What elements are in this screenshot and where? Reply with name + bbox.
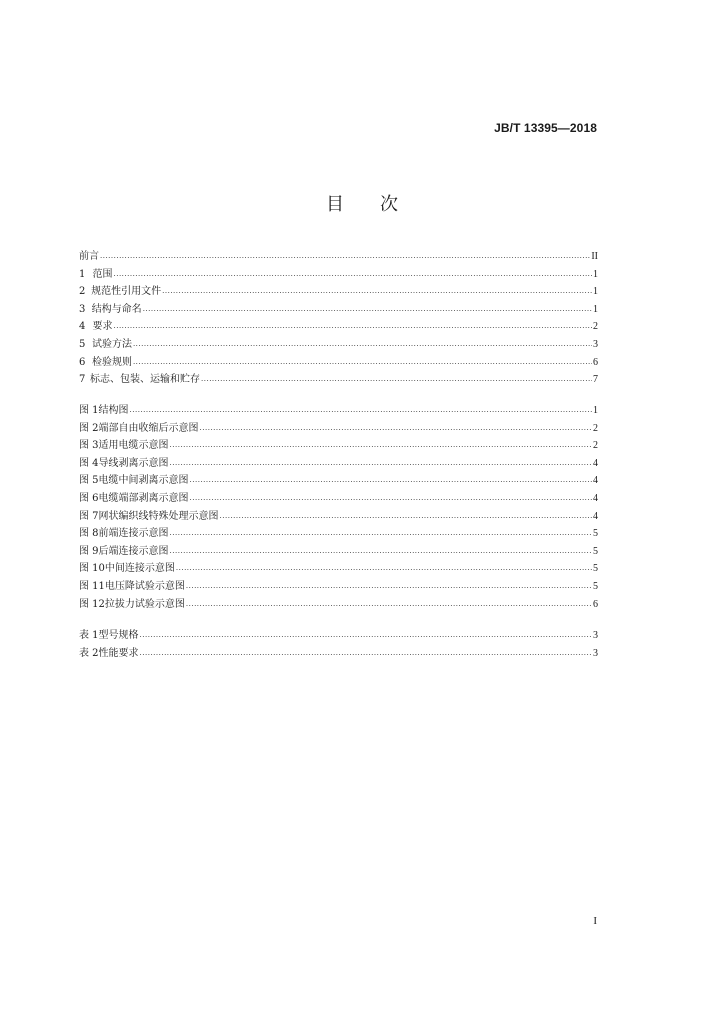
dot-leader: [176, 560, 592, 578]
toc-entry[interactable]: [79, 371, 598, 389]
toc-entry-number: 图 3: [79, 440, 99, 452]
toc-entry-label: 拉拔力试验示意图: [104, 598, 185, 610]
dot-leader: [162, 283, 592, 301]
toc-entry-number: 1: [79, 268, 86, 280]
toc-entry-page: 6: [593, 356, 598, 368]
toc-entry-label: 要求: [92, 321, 113, 333]
toc-entry[interactable]: [79, 455, 598, 473]
toc-entry-label: 电缆中间剥离示意图: [98, 475, 189, 487]
toc-entry-label: 结构与命名: [91, 303, 142, 315]
dot-leader: [133, 336, 592, 354]
toc-entry-number: 图 2: [79, 422, 99, 434]
toc-entry-number: 图 1: [79, 405, 99, 416]
toc-entry-label: 检验规则: [91, 356, 132, 368]
toc-entry-page: 2: [593, 321, 598, 333]
dot-leader: [143, 301, 592, 319]
toc-entry-number: 表 1: [79, 630, 99, 641]
toc-entry-page: 4: [593, 510, 598, 522]
toc-entry[interactable]: [79, 596, 598, 614]
toc-entry-label: 电压降试验示意图: [104, 580, 185, 592]
toc-entry-page: 5: [593, 580, 598, 592]
toc-entry-label: 规范性引用文件: [91, 286, 162, 298]
toc-entry-label: 标志、包装、运输和贮存: [90, 374, 201, 386]
dot-leader: [186, 596, 592, 614]
toc-entry[interactable]: [79, 336, 598, 354]
dot-leader: [170, 543, 592, 561]
toc-entry-label: 性能要求: [98, 647, 139, 659]
toc-entry-page: 1: [593, 405, 598, 416]
dot-leader: [130, 402, 592, 420]
document-code: JB/T 13395—2018: [494, 121, 597, 135]
toc-entry-number: 5: [79, 338, 86, 350]
dot-leader: [170, 455, 592, 473]
toc-figures: [79, 402, 598, 613]
toc-entry-page: 1: [593, 303, 598, 315]
dot-leader: [200, 420, 592, 438]
toc-entry-label: 中间连接示意图: [104, 563, 175, 575]
toc-entry-label: 前端连接示意图: [98, 528, 169, 540]
toc-entry-page: 3: [593, 630, 598, 641]
toc-entry[interactable]: [79, 420, 598, 438]
toc-entry-page: 3: [593, 338, 598, 350]
toc-entry-number: 图 5: [79, 475, 99, 487]
toc-entry-label: 结构图: [98, 405, 129, 416]
toc-sections: [79, 248, 598, 389]
toc-entry[interactable]: [79, 472, 598, 490]
toc-entry-number: 图 11: [79, 580, 105, 592]
dot-leader: [170, 525, 592, 543]
toc-entry-number: 6: [79, 356, 86, 368]
toc-entry-page: 4: [593, 492, 598, 504]
dot-leader: [140, 627, 592, 645]
dot-leader: [133, 354, 592, 372]
toc-entry-page: 4: [593, 457, 598, 469]
dot-leader: [201, 371, 592, 389]
dot-leader: [220, 508, 592, 526]
toc-entry-number: 图 9: [79, 545, 99, 557]
toc-entry[interactable]: [79, 283, 598, 301]
dot-leader: [140, 645, 592, 663]
toc-entry-page: II: [591, 251, 598, 262]
toc-entry-page: 2: [593, 422, 598, 434]
toc-entry[interactable]: [79, 437, 598, 455]
toc-entry[interactable]: [79, 645, 598, 663]
toc-entry-page: 5: [593, 528, 598, 540]
toc-entry-number: 图 10: [79, 563, 105, 575]
toc-entry-number: 图 12: [79, 598, 105, 610]
toc-entry-number: 2: [79, 286, 86, 298]
toc-entry-number: 图 4: [79, 457, 99, 469]
toc-entry-page: 7: [593, 374, 598, 386]
toc-entry-number: 4: [79, 321, 86, 333]
toc-entry-label: 型号规格: [98, 630, 139, 641]
toc-entry[interactable]: [79, 543, 598, 561]
dot-leader: [100, 248, 590, 266]
dot-leader: [114, 266, 593, 284]
toc-entry-label: 适用电缆示意图: [98, 440, 169, 452]
toc-entry-label: 后端连接示意图: [98, 545, 169, 557]
dot-leader: [186, 578, 592, 596]
toc-entry-label: 试验方法: [91, 338, 132, 350]
toc-entry[interactable]: [79, 578, 598, 596]
toc-title-char-2: 次: [380, 194, 398, 215]
toc-entry[interactable]: [79, 301, 598, 319]
toc-entry[interactable]: [79, 354, 598, 372]
toc-entry[interactable]: [79, 318, 598, 336]
toc-entry-label: 端部自由收缩后示意图: [98, 422, 199, 434]
toc-entry[interactable]: [79, 490, 598, 508]
page-number: I: [593, 915, 597, 927]
toc-entry-page: 3: [593, 647, 598, 659]
toc-entry-page: 2: [593, 440, 598, 452]
toc-entry-page: 4: [593, 475, 598, 487]
toc-entry-page: 1: [593, 268, 598, 280]
toc-entry-label: 范围: [92, 268, 113, 280]
toc-title: [0, 190, 724, 216]
toc-entry-page: 1: [593, 286, 598, 298]
toc-entry-number: 7: [79, 374, 86, 386]
toc-entry[interactable]: [79, 560, 598, 578]
toc-entry[interactable]: [79, 402, 598, 420]
toc-title-char-1: 目: [326, 194, 344, 215]
toc-entry-number: 图 8: [79, 528, 99, 540]
toc-entry-label: 网状编织线特殊处理示意图: [98, 510, 219, 522]
dot-leader: [114, 318, 593, 336]
toc-entry-label: 前言: [79, 251, 99, 262]
toc-entry[interactable]: [79, 266, 598, 284]
toc-tables: [79, 627, 598, 662]
toc-entry-number: 3: [79, 303, 86, 315]
toc-entry[interactable]: [79, 525, 598, 543]
toc-entry[interactable]: [79, 248, 598, 266]
dot-leader: [190, 472, 592, 490]
dot-leader: [190, 490, 592, 508]
toc-entry-number: 图 7: [79, 510, 99, 522]
dot-leader: [170, 437, 592, 455]
toc-entry-label: 电缆端部剥离示意图: [98, 492, 189, 504]
toc-entry-number: 表 2: [79, 647, 99, 659]
toc-entry-page: 5: [593, 563, 598, 575]
toc-entry[interactable]: [79, 627, 598, 645]
toc-entry-page: 5: [593, 545, 598, 557]
toc-entry-page: 6: [593, 598, 598, 610]
toc-entry-number: 图 6: [79, 492, 99, 504]
toc-entry-label: 导线剥离示意图: [98, 457, 169, 469]
toc-entry[interactable]: [79, 508, 598, 526]
